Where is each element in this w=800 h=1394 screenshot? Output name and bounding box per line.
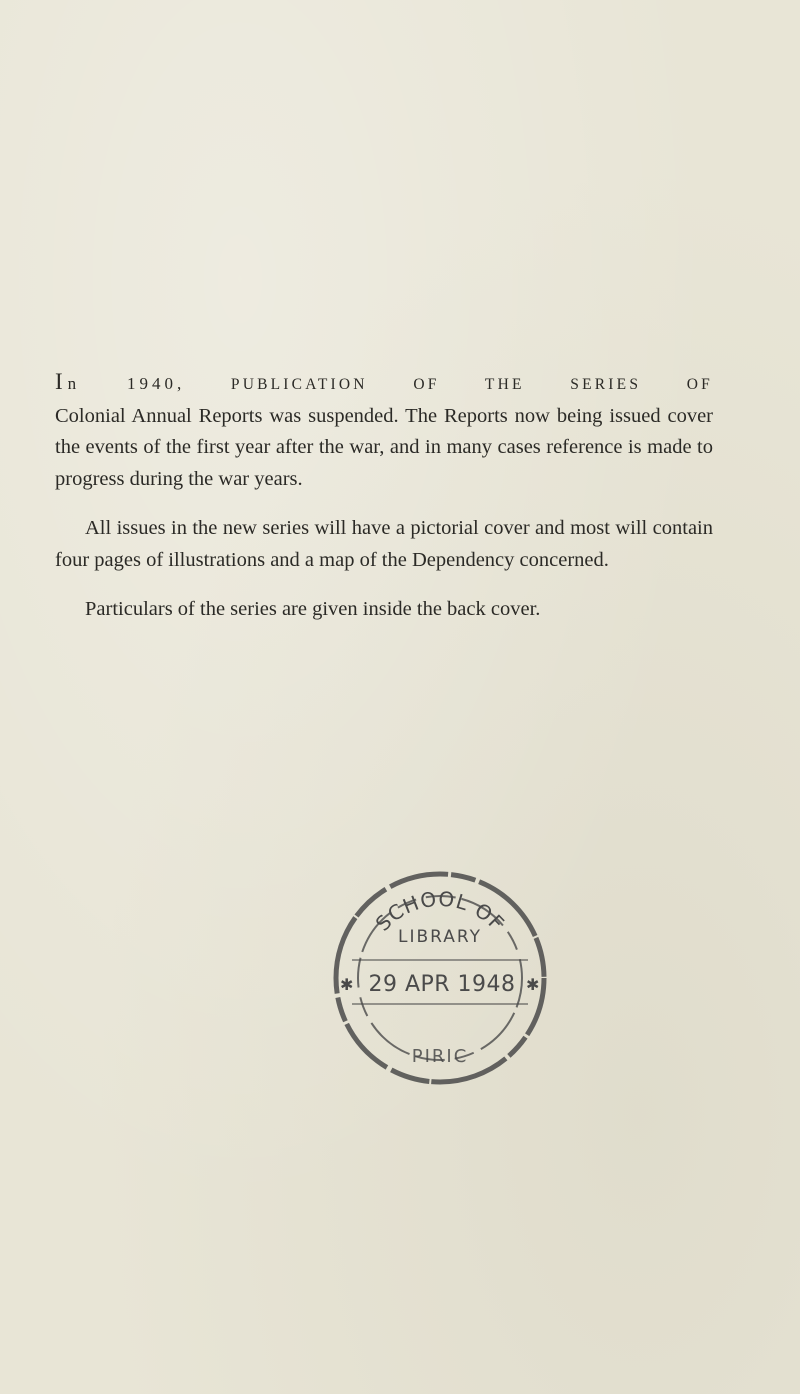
small-caps-opening-line: In 1940, PUBLICATION OF THE SERIES OF xyxy=(55,369,713,394)
paragraph-1-body: Colonial Annual Reports was suspended. The Reports now being issued cover the events of the first year after the war, and in many cases reference is made to progress during the war years. xyxy=(55,404,713,490)
stamp-date: 29 APR 1948 xyxy=(368,972,516,997)
stamp-seal-icon xyxy=(330,866,550,1090)
notice-text xyxy=(55,366,713,626)
opening-word: In 1940, xyxy=(55,369,186,394)
library-stamp xyxy=(330,866,550,1090)
stamp-top-text: SCHOOL OF xyxy=(370,886,510,936)
paragraph-2: All issues in the new series will have a pictorial cover and most will contain four pages of illustrations and a map of the Dependency concerned. xyxy=(55,517,713,571)
stamp-library-text: LIBRARY xyxy=(397,927,483,947)
paragraph-3: Particulars of the series are given inside the back cover. xyxy=(85,598,541,620)
svg-text:✱: ✱ xyxy=(526,975,540,994)
paragraph-1 xyxy=(55,366,713,495)
svg-text:✱: ✱ xyxy=(340,975,354,994)
stamp-bottom-text: PIRIC xyxy=(411,1046,469,1067)
